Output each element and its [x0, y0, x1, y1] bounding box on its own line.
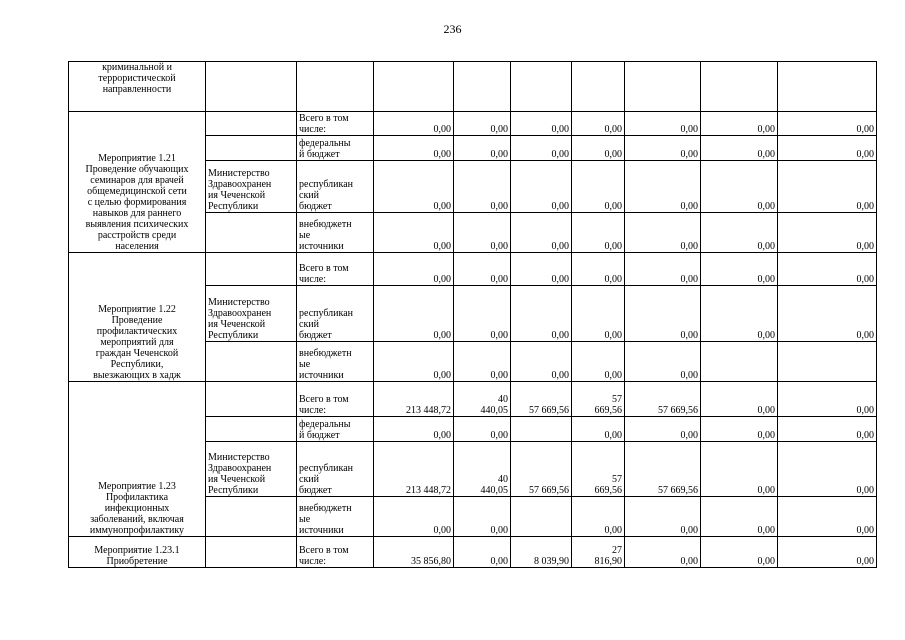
amount-cell: 0,00	[625, 161, 701, 213]
amount-cell: 27 816,90	[572, 537, 625, 568]
amount-cell: 40 440,05	[454, 382, 511, 417]
amount-cell: 57 669,56	[511, 382, 572, 417]
amount-cell: 0,00	[625, 342, 701, 382]
amount-cell: 0,00	[701, 417, 778, 442]
funding-source-label: республикан ский бюджет	[297, 442, 374, 497]
event-title-fragment: криминальной и террористической направленности	[69, 62, 206, 112]
amount-cell: 35 856,80	[374, 537, 454, 568]
amount-cell: 0,00	[572, 136, 625, 161]
amount-cell: 57 669,56	[625, 442, 701, 497]
responsible-executor: Министерство Здравоохранен ия Чеченской Республики	[206, 442, 297, 497]
empty-cell	[374, 62, 454, 112]
amount-cell: 0,00	[701, 161, 778, 213]
budget-table	[68, 61, 877, 568]
amount-cell: 57 669,56	[572, 382, 625, 417]
amount-cell: 0,00	[572, 286, 625, 342]
empty-cell	[454, 62, 511, 112]
empty-cell	[297, 62, 374, 112]
amount-cell: 0,00	[511, 136, 572, 161]
empty-cell	[206, 136, 297, 161]
amount-cell: 0,00	[511, 161, 572, 213]
table-row	[69, 537, 877, 568]
empty-cell	[206, 497, 297, 537]
amount-cell: 57 669,56	[625, 382, 701, 417]
amount-cell: 0,00	[572, 161, 625, 213]
amount-cell: 0,00	[778, 417, 877, 442]
empty-cell	[206, 417, 297, 442]
event-title: Мероприятие 1.23 Профилактика инфекционных заболеваний, включая иммунопрофилактику	[69, 382, 206, 537]
table-row	[69, 382, 877, 417]
table-body	[69, 62, 877, 568]
amount-cell: 0,00	[701, 253, 778, 286]
amount-cell: 0,00	[778, 136, 877, 161]
empty-cell	[206, 253, 297, 286]
amount-cell: 0,00	[374, 497, 454, 537]
amount-cell: 0,00	[374, 112, 454, 136]
empty-cell	[511, 62, 572, 112]
amount-cell	[511, 497, 572, 537]
amount-cell: 0,00	[454, 136, 511, 161]
amount-cell	[778, 342, 877, 382]
amount-cell: 0,00	[572, 213, 625, 253]
amount-cell: 0,00	[511, 213, 572, 253]
amount-cell: 0,00	[454, 537, 511, 568]
amount-cell: 0,00	[701, 537, 778, 568]
amount-cell: 0,00	[511, 253, 572, 286]
amount-cell: 0,00	[374, 161, 454, 213]
empty-cell	[701, 62, 778, 112]
amount-cell: 0,00	[778, 442, 877, 497]
amount-cell: 0,00	[572, 253, 625, 286]
amount-cell: 0,00	[778, 497, 877, 537]
amount-cell: 0,00	[572, 112, 625, 136]
empty-cell	[206, 382, 297, 417]
funding-source-label: Всего в том числе:	[297, 382, 374, 417]
empty-cell	[206, 537, 297, 568]
page-number: 236	[443, 22, 462, 36]
table-row	[69, 112, 877, 136]
amount-cell: 0,00	[701, 213, 778, 253]
empty-cell	[206, 112, 297, 136]
amount-cell: 0,00	[511, 342, 572, 382]
event-title: Мероприятие 1.23.1 Приобретение	[69, 537, 206, 568]
funding-source-label: внебюджетн ые источники	[297, 342, 374, 382]
amount-cell: 0,00	[625, 213, 701, 253]
amount-cell	[701, 342, 778, 382]
amount-cell: 0,00	[511, 286, 572, 342]
amount-cell: 0,00	[454, 161, 511, 213]
amount-cell: 0,00	[454, 417, 511, 442]
amount-cell: 40 440,05	[454, 442, 511, 497]
amount-cell: 8 039,90	[511, 537, 572, 568]
responsible-executor: Министерство Здравоохранен ия Чеченской Республики	[206, 286, 297, 342]
amount-cell: 0,00	[572, 417, 625, 442]
table-row	[69, 253, 877, 286]
amount-cell: 0,00	[511, 112, 572, 136]
amount-cell: 0,00	[701, 497, 778, 537]
empty-cell	[206, 62, 297, 112]
amount-cell: 0,00	[701, 442, 778, 497]
amount-cell: 0,00	[625, 112, 701, 136]
amount-cell: 0,00	[701, 136, 778, 161]
amount-cell: 0,00	[778, 161, 877, 213]
amount-cell: 0,00	[374, 136, 454, 161]
event-title: Мероприятие 1.21 Проведение обучающих семинаров для врачей общемедицинской сети с целью формирования навыков для раннего выявления психических расстройств среди населения	[69, 112, 206, 253]
amount-cell: 57 669,56	[572, 442, 625, 497]
empty-cell	[625, 62, 701, 112]
amount-cell: 0,00	[701, 112, 778, 136]
amount-cell: 213 448,72	[374, 382, 454, 417]
amount-cell: 0,00	[454, 253, 511, 286]
amount-cell: 0,00	[625, 253, 701, 286]
amount-cell: 213 448,72	[374, 442, 454, 497]
funding-source-label: Всего в том числе:	[297, 537, 374, 568]
funding-source-label: Всего в том числе:	[297, 253, 374, 286]
responsible-executor: Министерство Здравоохранен ия Чеченской Республики	[206, 161, 297, 213]
amount-cell: 0,00	[778, 382, 877, 417]
amount-cell: 0,00	[625, 537, 701, 568]
amount-cell: 0,00	[454, 213, 511, 253]
funding-source-label: республикан ский бюджет	[297, 161, 374, 213]
amount-cell: 0,00	[454, 286, 511, 342]
amount-cell: 0,00	[625, 286, 701, 342]
amount-cell: 0,00	[454, 112, 511, 136]
amount-cell: 0,00	[778, 213, 877, 253]
funding-source-label: внебюджетн ые источники	[297, 213, 374, 253]
amount-cell: 0,00	[454, 497, 511, 537]
amount-cell: 0,00	[454, 342, 511, 382]
amount-cell: 0,00	[374, 342, 454, 382]
funding-source-label: республикан ский бюджет	[297, 286, 374, 342]
funding-source-label: федеральны й бюджет	[297, 136, 374, 161]
amount-cell: 0,00	[374, 417, 454, 442]
amount-cell: 0,00	[778, 253, 877, 286]
amount-cell: 0,00	[778, 286, 877, 342]
amount-cell: 0,00	[701, 382, 778, 417]
funding-source-label: Всего в том числе:	[297, 112, 374, 136]
amount-cell: 0,00	[778, 112, 877, 136]
amount-cell: 0,00	[374, 286, 454, 342]
empty-cell	[778, 62, 877, 112]
amount-cell: 0,00	[625, 417, 701, 442]
amount-cell	[511, 417, 572, 442]
amount-cell: 57 669,56	[511, 442, 572, 497]
amount-cell: 0,00	[374, 253, 454, 286]
amount-cell: 0,00	[701, 286, 778, 342]
table-row	[69, 62, 877, 112]
empty-cell	[206, 213, 297, 253]
funding-source-label: федеральны й бюджет	[297, 417, 374, 442]
amount-cell: 0,00	[374, 213, 454, 253]
event-title: Мероприятие 1.22 Проведение профилактических мероприятий для граждан Чеченской Республики, выезжающих в хадж	[69, 253, 206, 382]
amount-cell: 0,00	[625, 136, 701, 161]
empty-cell	[572, 62, 625, 112]
empty-cell	[206, 342, 297, 382]
amount-cell: 0,00	[572, 342, 625, 382]
amount-cell: 0,00	[625, 497, 701, 537]
amount-cell: 0,00	[778, 537, 877, 568]
funding-source-label: внебюджетн ые источники	[297, 497, 374, 537]
amount-cell: 0,00	[572, 497, 625, 537]
